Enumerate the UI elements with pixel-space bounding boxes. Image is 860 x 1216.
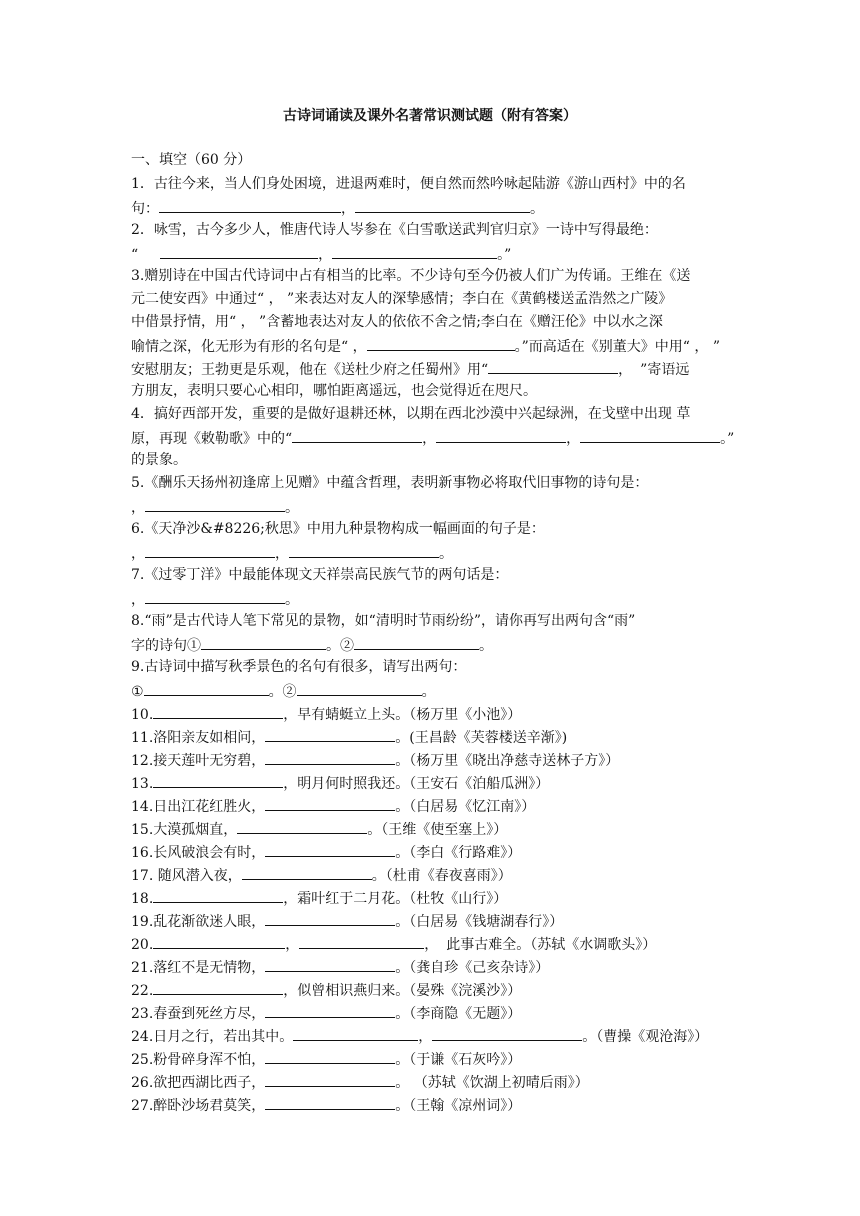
q9-end: 。 xyxy=(421,684,436,700)
q4-l2-text: 原，再现《敕勒歌》中的“ xyxy=(131,431,293,447)
verse-item-blank[interactable] xyxy=(153,772,283,788)
q20-number: 20. xyxy=(131,937,154,953)
q6-comma-1: ， xyxy=(131,546,145,562)
verse-item-suffix: 。（白居易《钱塘湖春行》） xyxy=(395,914,564,930)
verse-item-suffix: 。（杨万里《晓出净慈寺送林子方》） xyxy=(395,753,620,769)
q20-end: 此事古难全。（苏轼《水调歌头》） xyxy=(446,937,657,953)
q8-line2 xyxy=(131,634,493,654)
verse-item-prefix: 12.接天莲叶无穷碧， xyxy=(131,753,266,769)
verse-item-blank[interactable] xyxy=(237,818,367,834)
q1-comma: ， xyxy=(341,201,355,217)
q9-mark: ① xyxy=(131,684,144,700)
q9-line2 xyxy=(131,680,436,700)
q3-line1: 3.赠别诗在中国古代诗词中占有相当的比率。不少诗句至今仍被人们广为传诵。王维在《送 xyxy=(131,268,691,284)
verse-item-suffix: 。（杜甫《春夜喜雨》） xyxy=(371,868,512,884)
q3-line4 xyxy=(131,335,720,355)
q24-blank-2[interactable] xyxy=(432,1025,582,1041)
q3-line2: 元二使安西》中通过“ ， ”来表达对友人的深挚感情；李白在《黄鹤楼送孟浩然之广陵》 xyxy=(131,291,673,307)
verse-item-prefix: 10. xyxy=(131,707,154,723)
verse-item-blank[interactable] xyxy=(265,1071,395,1087)
verse-item-blank[interactable] xyxy=(265,749,395,765)
verse-item-prefix: 13. xyxy=(131,776,154,792)
q6-line1: 6.《天净沙&#8226;秋思》中用九种景物构成一幅画面的句子是： xyxy=(131,521,545,537)
q5-line1: 5.《酬乐天扬州初逢席上见赠》中蕴含哲理，表明新事物必将取代旧事物的诗句是： xyxy=(131,475,649,491)
q9-blank-2[interactable] xyxy=(297,680,422,696)
q7-blank[interactable] xyxy=(145,588,285,604)
verse-item-suffix: 。(王昌龄《芙蓉楼送辛渐》) xyxy=(395,730,568,746)
section-heading: 一、填空（60 分） xyxy=(131,152,252,168)
verse-item xyxy=(131,726,567,746)
verse-item-prefix: 27.醉卧沙场君莫笑， xyxy=(131,1098,266,1114)
verse-item-prefix: 17. 随风潜入夜， xyxy=(131,868,242,884)
q6-end: 。 xyxy=(439,546,453,562)
verse-item xyxy=(131,887,507,907)
q6-blank-1[interactable] xyxy=(145,542,275,558)
q2-quote-open: “ xyxy=(131,247,139,263)
verse-item xyxy=(131,795,535,815)
verse-item-suffix: ，明月何时照我还。（王安石《泊船瓜洲》） xyxy=(283,776,550,792)
q20-comma-2: ， xyxy=(424,937,439,953)
q4-blank-1[interactable] xyxy=(292,427,422,443)
verse-item-blank[interactable] xyxy=(265,910,395,926)
q4-comma-2: ， xyxy=(566,431,581,447)
verse-item xyxy=(131,910,563,930)
verse-item-suffix: 。（于谦《石灰吟》） xyxy=(395,1052,522,1068)
verse-item xyxy=(131,979,521,999)
verse-item-blank[interactable] xyxy=(153,979,283,995)
q7-line2 xyxy=(131,588,299,608)
verse-item-prefix: 21.落红不是无情物， xyxy=(131,960,266,976)
q2-blank-2[interactable] xyxy=(332,243,497,259)
verse-item-suffix: 。（王维《使至塞上》） xyxy=(367,822,508,838)
verse-item-suffix: 。（龚自珍《己亥杂诗》） xyxy=(395,960,550,976)
verse-item-blank[interactable] xyxy=(265,1048,395,1064)
q8-text: 字的诗句① xyxy=(131,638,201,654)
q5-end: 。 xyxy=(285,500,299,516)
verse-item-blank[interactable] xyxy=(265,726,395,742)
q3-blank-1[interactable] xyxy=(367,335,515,351)
q4-comma-1: ， xyxy=(422,431,437,447)
q8-end: 。 xyxy=(479,638,493,654)
q6-comma-2: ， xyxy=(275,546,289,562)
q8-blank-1[interactable] xyxy=(201,634,326,650)
q8-blank-2[interactable] xyxy=(354,634,479,650)
q20-blank-2[interactable] xyxy=(299,933,424,949)
verse-item-prefix: 11.洛阳亲友如相问， xyxy=(131,730,266,746)
q3-blank-2[interactable] xyxy=(488,358,618,374)
q4-line3: 的景象。 xyxy=(131,452,187,468)
q24-line xyxy=(131,1025,708,1045)
q3-line5 xyxy=(131,358,689,378)
verse-item xyxy=(131,1071,589,1091)
q4-end: 。” xyxy=(720,431,735,447)
q3-l4-text-b: 。”而高适在《别董大》中用“ ， ” xyxy=(514,339,720,355)
verse-item xyxy=(131,1094,521,1114)
verse-item-blank[interactable] xyxy=(153,887,283,903)
q2-line2 xyxy=(131,243,511,263)
verse-item-suffix: ，似曾相识燕归来。（晏殊《浣溪沙》） xyxy=(283,983,522,999)
verse-item-suffix: ，霜叶红于二月花。（杜牧《山行》） xyxy=(283,891,508,907)
q1-blank-1[interactable] xyxy=(159,197,341,213)
q9-line1: 9.古诗词中描写秋季景色的名句有很多，请写出两句： xyxy=(131,659,467,675)
verse-item-blank[interactable] xyxy=(265,1002,395,1018)
q7-end: 。 xyxy=(285,592,299,608)
q5-line2 xyxy=(131,496,299,516)
q3-l5-text-a: 安慰朋友；王勃更是乐观，他在《送杜少府之任蜀州》用“ xyxy=(131,362,489,378)
q7-line1: 7.《过零丁洋》中最能体现文天祥崇高民族气节的两句话是： xyxy=(131,567,509,583)
q3-l4-text-a: 喻情之深，化无形为有形的名句是“ ， xyxy=(131,339,367,355)
verse-item-prefix: 25.粉骨碎身浑不怕， xyxy=(131,1052,266,1068)
q4-blank-2[interactable] xyxy=(436,427,566,443)
q1-blank-2[interactable] xyxy=(355,197,530,213)
page-title: 古诗词诵读及课外名著常识测试题（附有答案） xyxy=(283,108,577,124)
q2-comma: ， xyxy=(318,247,333,263)
verse-item xyxy=(131,841,521,861)
q6-line2 xyxy=(131,542,453,562)
q4-line2 xyxy=(131,427,734,447)
verse-item-prefix: 15.大漠孤烟直， xyxy=(131,822,238,838)
q20-line xyxy=(131,933,656,953)
q2-line1: 2．咏雪，古今多少人，惟唐代诗人岑参在《白雪歌送武判官归京》一诗中写得最绝： xyxy=(131,222,658,238)
verse-item-prefix: 23.春蚕到死丝方尽， xyxy=(131,1006,266,1022)
verse-item-prefix: 16.长风破浪会有时， xyxy=(131,845,266,861)
q6-blank-2[interactable] xyxy=(289,542,439,558)
verse-item-blank[interactable] xyxy=(265,1094,395,1110)
q2-blank-1[interactable] xyxy=(160,243,318,259)
q9-blank-1[interactable] xyxy=(144,680,269,696)
verse-item-blank[interactable] xyxy=(265,956,395,972)
verse-item xyxy=(131,818,507,838)
q2-quote-close: 。” xyxy=(497,247,512,263)
q1-end: 。 xyxy=(530,201,544,217)
q24-blank-1[interactable] xyxy=(293,1025,418,1041)
q24-text: 24.日月之行，若出其中。 xyxy=(131,1029,294,1045)
verse-item-prefix: 22. xyxy=(131,983,154,999)
verse-item-prefix: 14.日出江花红胜火， xyxy=(131,799,266,815)
verse-item-suffix: 。（李白《行路难》） xyxy=(395,845,522,861)
q3-line3: 中借景抒情，用“ ， ”含蓄地表达对友人的依依不舍之情;李白在《赠汪伦》中以水之深 xyxy=(131,314,663,330)
verse-item xyxy=(131,703,521,723)
q1-line1: 1．古往今来，当人们身处困境，进退两难时，便自然而然吟咏起陆游《游山西村》中的名 xyxy=(131,176,686,192)
q5-comma: ， xyxy=(131,500,145,516)
q7-comma: ， xyxy=(131,592,145,608)
verse-item xyxy=(131,864,512,884)
verse-item-prefix: 26.欲把西湖比西子， xyxy=(131,1075,266,1091)
q24-comma: ， xyxy=(418,1029,433,1045)
verse-item-suffix: 。（王翰《凉州词》） xyxy=(395,1098,522,1114)
q20-blank-1[interactable] xyxy=(153,933,285,949)
q9-sep: 。② xyxy=(268,684,297,700)
verse-item xyxy=(131,1002,521,1022)
q8-sep: 。② xyxy=(326,638,354,654)
q20-comma-1: ， xyxy=(285,937,300,953)
q5-blank[interactable] xyxy=(145,496,285,512)
verse-item-blank[interactable] xyxy=(153,703,283,719)
verse-item-suffix: ，早有蜻蜓立上头。（杨万里《小池》） xyxy=(283,707,522,723)
verse-item xyxy=(131,749,619,769)
q3-l5-comma: ， xyxy=(618,362,633,378)
verse-item-blank[interactable] xyxy=(265,795,395,811)
verse-item xyxy=(131,1048,521,1068)
verse-item xyxy=(131,772,549,792)
q24-end: 。（曹操《观沧海》） xyxy=(582,1029,709,1045)
verse-item xyxy=(131,956,549,976)
verse-item-blank[interactable] xyxy=(265,841,395,857)
q3-l5-text-c: ”寄语远 xyxy=(640,362,690,378)
q1-label: 句： xyxy=(131,201,159,217)
q4-blank-3[interactable] xyxy=(580,427,720,443)
verse-item-prefix: 19.乱花渐欲迷人眼， xyxy=(131,914,266,930)
verse-item-suffix: 。（白居易《忆江南》） xyxy=(395,799,536,815)
q4-line1: 4．搞好西部开发，重要的是做好退耕还林，以期在西北沙漠中兴起绿洲，在戈壁中出现 草 xyxy=(131,406,691,422)
verse-item-suffix: 。 （苏轼《饮湖上初晴后雨》） xyxy=(395,1075,589,1091)
q8-line1: 8.“雨”是古代诗人笔下常见的景物，如“清明时节雨纷纷”，请你再写出两句含“雨” xyxy=(131,613,636,629)
q3-line6: 方朋友，表明只要心心相印，哪怕距离遥远，也会觉得近在咫尺。 xyxy=(131,383,537,399)
verse-item-prefix: 18. xyxy=(131,891,154,907)
q1-line2 xyxy=(131,197,544,217)
verse-item-blank[interactable] xyxy=(242,864,372,880)
verse-item-suffix: 。（李商隐《无题》） xyxy=(395,1006,522,1022)
